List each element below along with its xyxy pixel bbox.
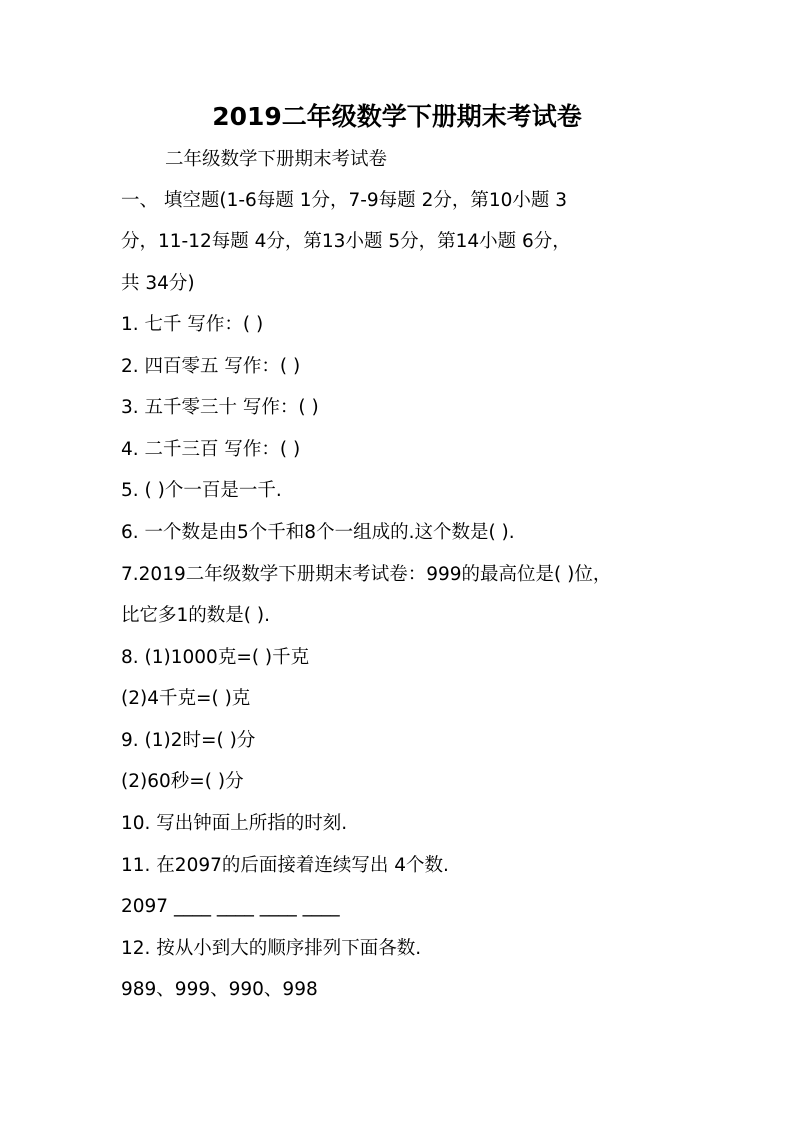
question-8-part-1: 8. (1)1000克=( )千克 (121, 647, 310, 668)
question-5: 5. ( )个一百是一千. (121, 480, 282, 501)
question-12-numbers: 989、999、990、998 (121, 979, 318, 1000)
question-10: 10. 写出钟面上所指的时刻. (121, 813, 348, 834)
document-subtitle: 二年级数学下册期末考试卷 (165, 149, 388, 170)
question-3: 3. 五千零三十 写作：( ) (121, 397, 319, 418)
question-11-answer-blanks: 2097 ____ ____ ____ ____ (121, 896, 340, 917)
question-6: 6. 一个数是由5个千和8个一组成的.这个数是( ). (121, 522, 515, 543)
document-title: 2019二年级数学下册期末考试卷 (212, 102, 582, 131)
question-7-line-1: 7.2019二年级数学下册期末考试卷：999的最高位是( )位， (121, 564, 612, 585)
question-12: 12. 按从小到大的顺序排列下面各数. (121, 938, 422, 959)
question-9-part-1: 9. (1)2时=( )分 (121, 730, 256, 751)
question-11: 11. 在2097的后面接着连续写出 4个数. (121, 855, 449, 876)
question-4: 4. 二千三百 写作：( ) (121, 439, 301, 460)
question-7-line-2: 比它多1的数是( ). (121, 605, 270, 626)
section-heading-line-1: 一、 填空题(1-6每题 1分，7-9每题 2分，第10小题 3 (121, 190, 568, 211)
section-heading-line-2: 分，11-12每题 4分，第13小题 5分，第14小题 6分， (121, 231, 571, 252)
question-2: 2. 四百零五 写作：( ) (121, 356, 301, 377)
section-heading-line-3: 共 34分) (121, 273, 195, 294)
question-1: 1. 七千 写作：( ) (121, 314, 264, 335)
question-8-part-2: (2)4千克=( )克 (121, 688, 251, 709)
question-9-part-2: (2)60秒=( )分 (121, 771, 244, 792)
